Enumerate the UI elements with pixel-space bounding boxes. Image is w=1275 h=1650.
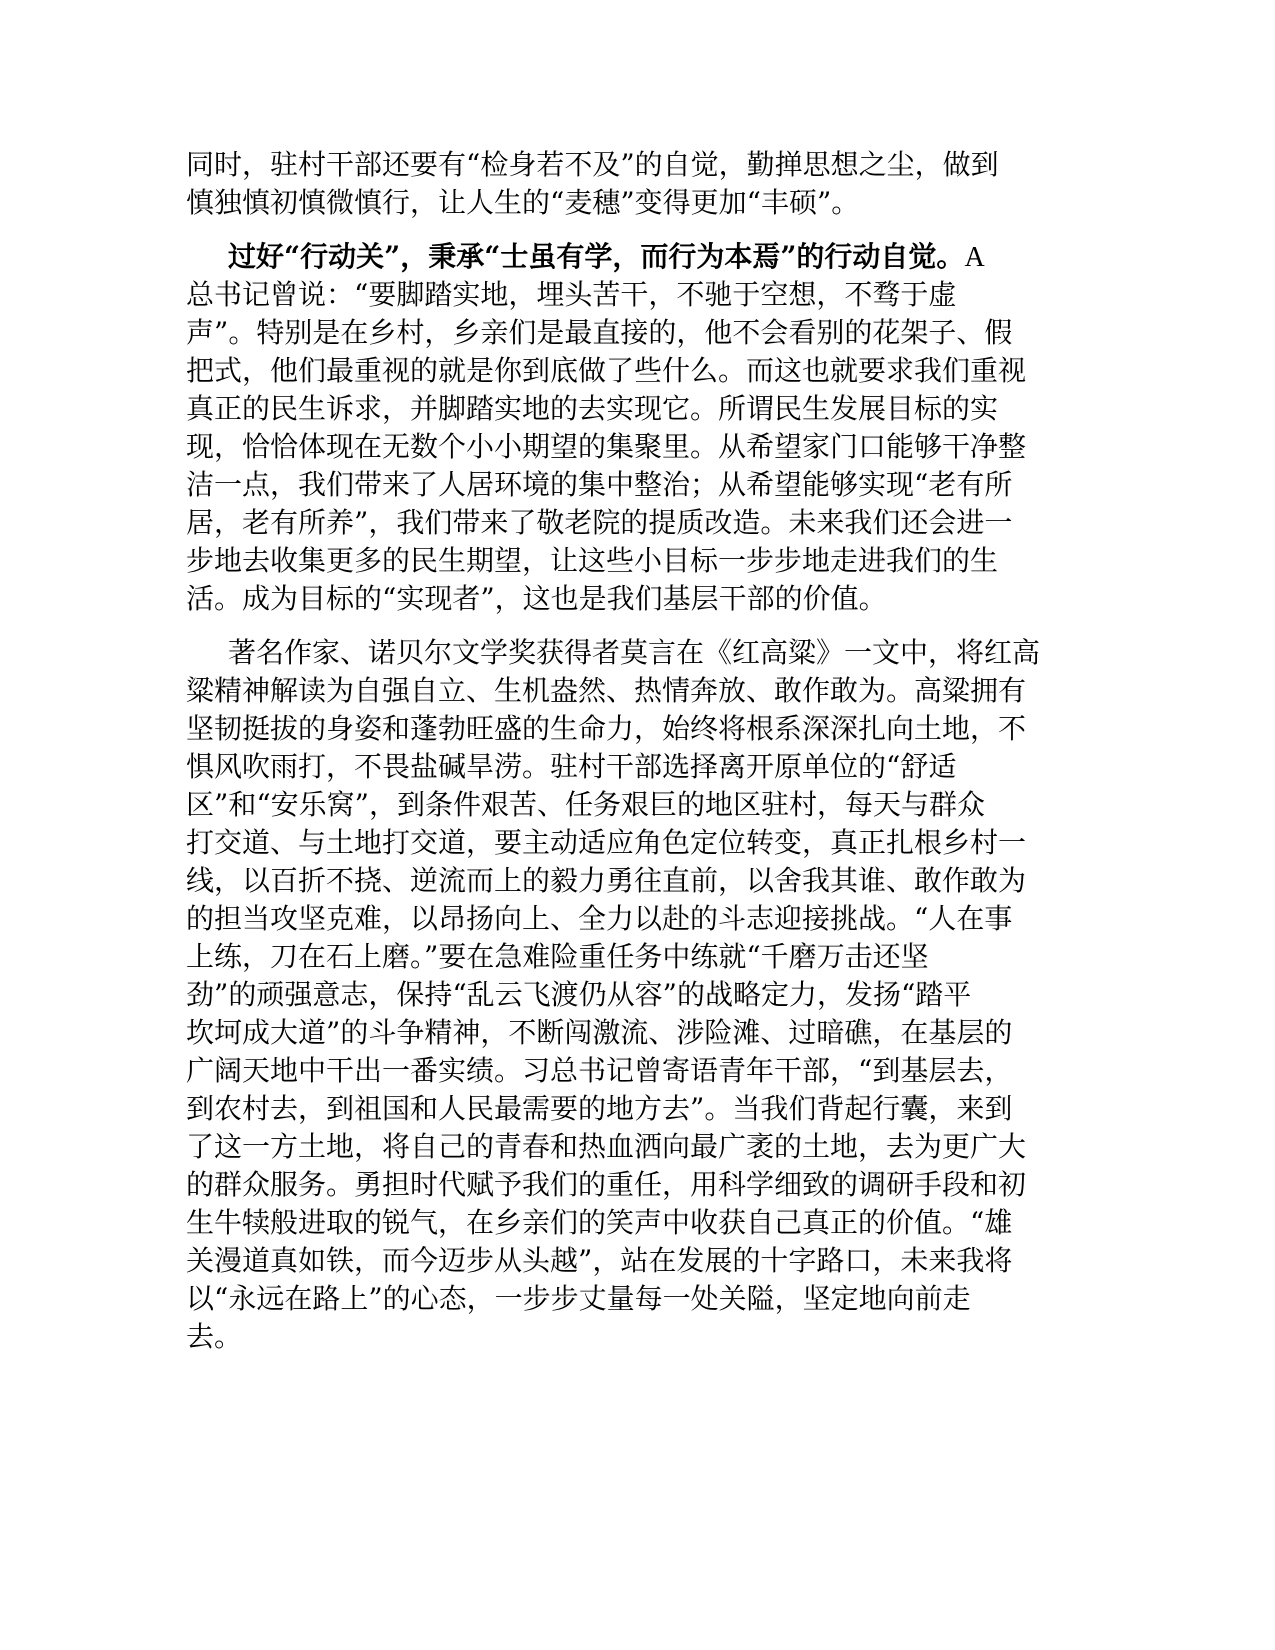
paragraph-2-line: 活。成为目标的“实现者”，这也是我们基层干部的价值。	[186, 582, 887, 615]
paragraph-2-line: 真正的民生诉求，并脚踏实地的去实现它。所谓民生发展目标的实	[186, 392, 999, 425]
paragraph-2-heading-line	[228, 237, 985, 277]
paragraph-2-heading: 过好“行动关”，秉承“士虽有学，而行为本焉”的行动自觉。	[228, 240, 965, 273]
paragraph-3-line: 关漫道真如铁，而今迈步从头越”，站在发展的十字路口，未来我将	[186, 1244, 1013, 1277]
paragraph-3-line: 以“永远在路上”的心态，一步步丈量每一处关隘，坚定地向前走	[186, 1282, 971, 1315]
paragraph-2-line: 声”。特别是在乡村，乡亲们是最直接的，他不会看别的花架子、假	[186, 316, 1013, 349]
paragraph-3-line: 的担当攻坚克难，以昂扬向上、全力以赴的斗志迎接挑战。“人在事	[186, 902, 1013, 935]
paragraph-3-line: 惧风吹雨打，不畏盐碱旱涝。驻村干部选择离开原单位的“舒适	[186, 750, 957, 783]
paragraph-2-line: 总书记曾说：“要脚踏实地，埋头苦干，不驰于空想，不骛于虚	[186, 278, 957, 311]
paragraph-1-line: 慎独慎初慎微慎行，让人生的“麦穗”变得更加“丰硕”。	[186, 186, 860, 219]
paragraph-2-line: 把式，他们最重视的就是你到底做了些什么。而这也就要求我们重视	[186, 354, 1027, 387]
paragraph-1-line: 同时，驻村干部还要有“检身若不及”的自觉，勤掸思想之尘，做到	[186, 148, 999, 181]
paragraph-3-line: 上练，刀在石上磨。”要在急难险重任务中练就“千磨万击还坚	[186, 940, 929, 973]
paragraph-2-line: 步地去收集更多的民生期望，让这些小目标一步步地走进我们的生	[186, 544, 999, 577]
paragraph-3-line: 著名作家、诺贝尔文学奖获得者莫言在《红高粱》一文中，将红高	[228, 636, 1041, 669]
paragraph-3-line: 粱精神解读为自强自立、生机盎然、热情奔放、敢作敢为。高粱拥有	[186, 674, 1027, 707]
paragraph-3-line: 坚韧挺拔的身姿和蓬勃旺盛的生命力，始终将根系深深扎向土地，不	[186, 712, 1027, 745]
paragraph-3-line: 生牛犊般进取的锐气，在乡亲们的笑声中收获自己真正的价值。“雄	[186, 1206, 1013, 1239]
paragraph-3-line: 劲”的顽强意志，保持“乱云飞渡仍从容”的战略定力，发扬“踏平	[186, 978, 972, 1011]
paragraph-3-line: 区”和“安乐窝”，到条件艰苦、任务艰巨的地区驻村，每天与群众	[186, 788, 985, 821]
paragraph-3-line: 线，以百折不挠、逆流而上的毅力勇往直前，以舍我其谁、敢作敢为	[186, 864, 1027, 897]
paragraph-2-heading-tail: A	[964, 242, 985, 273]
paragraph-3-line: 的群众服务。勇担时代赋予我们的重任，用科学细致的调研手段和初	[186, 1168, 1027, 1201]
paragraph-3-line: 去。	[186, 1320, 243, 1353]
paragraph-2-line: 居，老有所养”，我们带来了敬老院的提质改造。未来我们还会进一	[186, 506, 1013, 539]
paragraph-3-line: 到农村去，到祖国和人民最需要的地方去”。当我们背起行囊，来到	[186, 1092, 1013, 1125]
paragraph-3-line: 打交道、与土地打交道，要主动适应角色定位转变，真正扎根乡村一	[186, 826, 1027, 859]
paragraph-2-line: 洁一点，我们带来了人居环境的集中整治；从希望能够实现“老有所	[186, 468, 1013, 501]
paragraph-3-line: 广阔天地中干出一番实绩。习总书记曾寄语青年干部，“到基层去，	[186, 1054, 1013, 1087]
paragraph-3-line: 了这一方土地，将自己的青春和热血洒向最广袤的土地，去为更广大	[186, 1130, 1027, 1163]
paragraph-3-line: 坎坷成大道”的斗争精神，不断闯激流、涉险滩、过暗礁，在基层的	[186, 1016, 1013, 1049]
paragraph-2-line: 现，恰恰体现在无数个小小期望的集聚里。从希望家门口能够干净整	[186, 430, 1027, 463]
